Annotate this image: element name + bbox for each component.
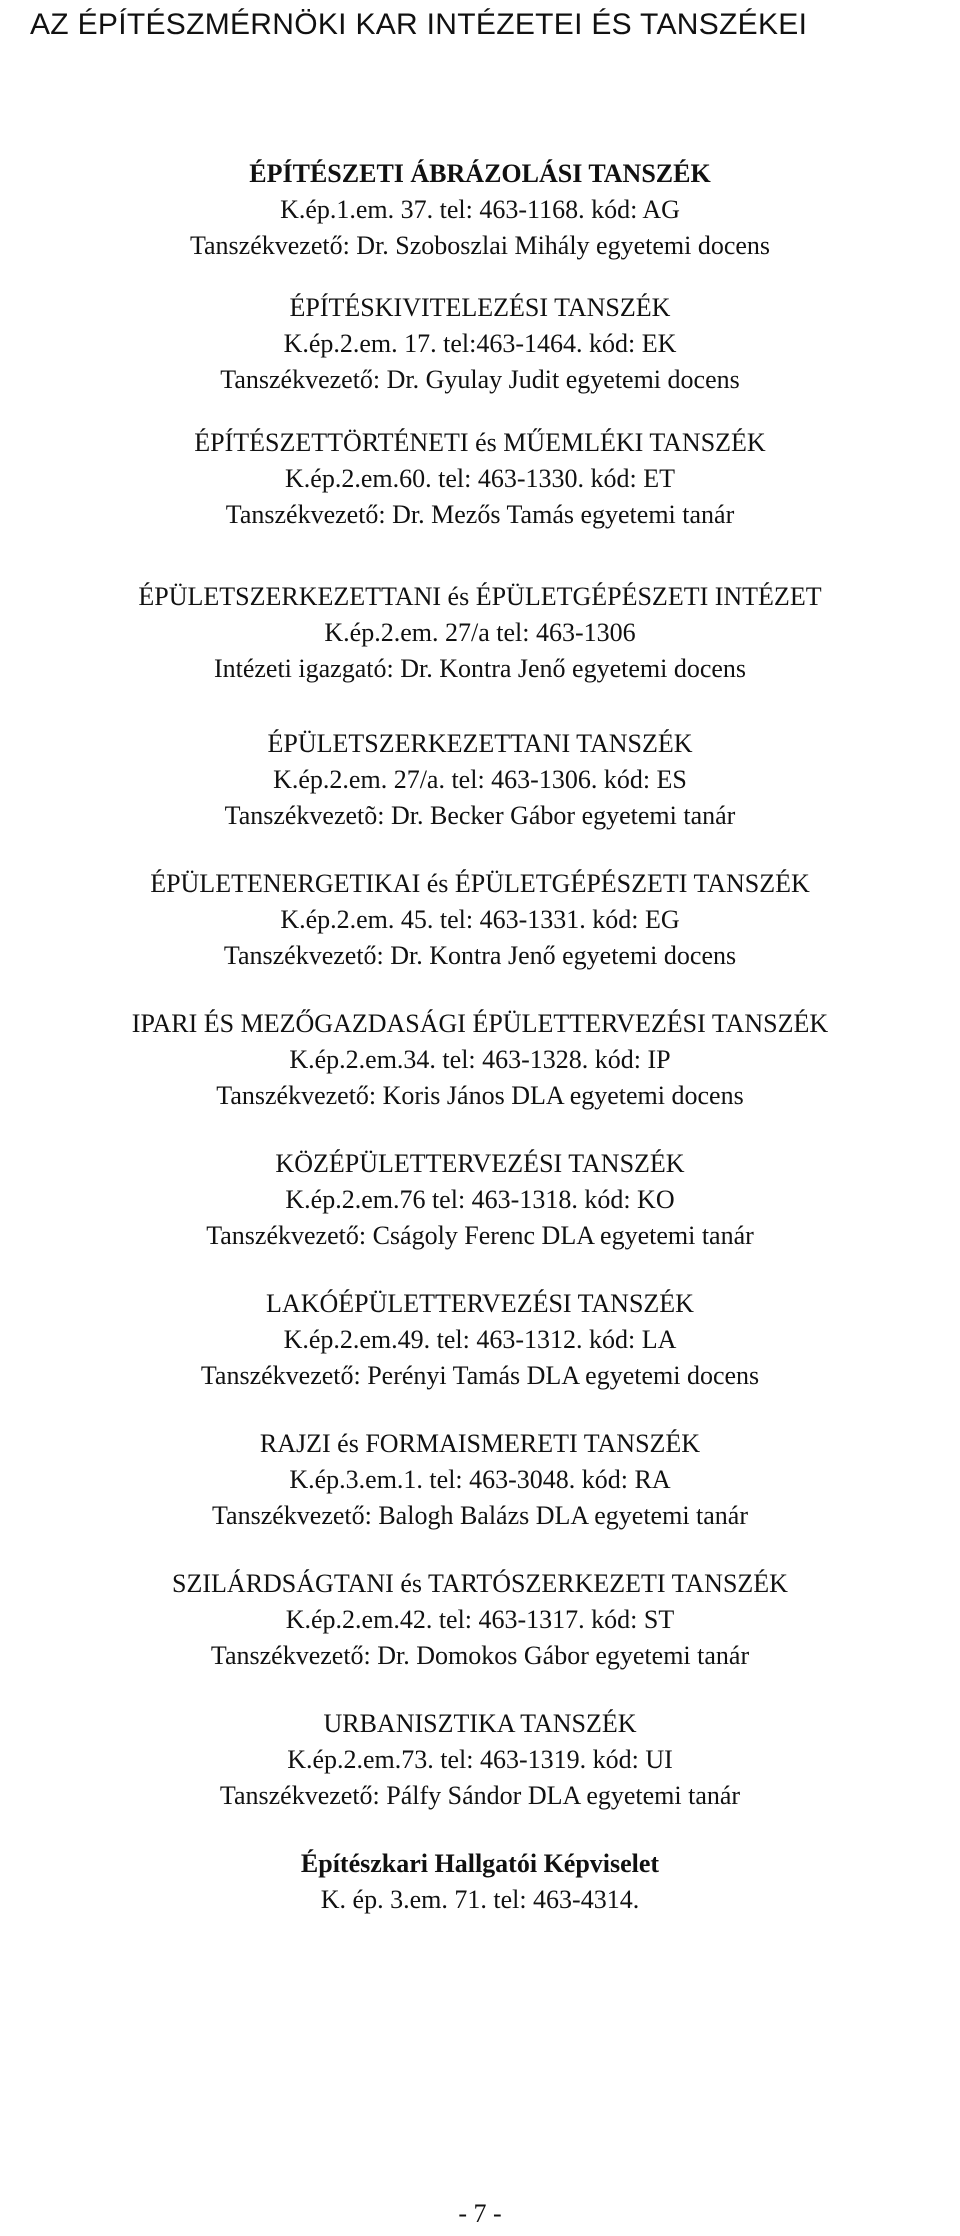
department-ui	[0, 1706, 960, 1814]
student-council-address: K. ép. 3.em. 71. tel: 463-4314.	[320, 1885, 640, 1914]
department-name: SZILÁRDSÁGTANI és TARTÓSZERKEZETI TANSZÉK	[172, 1569, 788, 1598]
department-name: LAKÓÉPÜLETTERVEZÉSI TANSZÉK	[266, 1289, 694, 1318]
department-head: Tanszékvezető: Cságoly Ferenc DLA egyetemi tanár	[206, 1221, 754, 1250]
department-ra	[0, 1426, 960, 1534]
department-head: Tanszékvezetõ: Dr. Becker Gábor egyetemi tanár	[224, 801, 736, 830]
department-name: ÉPÜLETSZERKEZETTANI TANSZÉK	[267, 729, 693, 758]
department-address: K.ép.2.em.76 tel: 463-1318. kód: KO	[285, 1185, 675, 1214]
department-head: Tanszékvezető: Dr. Mezős Tamás egyetemi tanár	[225, 500, 735, 529]
department-name: KÖZÉPÜLETTERVEZÉSI TANSZÉK	[275, 1149, 685, 1178]
page-number: - 7 -	[458, 2199, 502, 2228]
department-la	[0, 1286, 960, 1394]
department-address: K.ép.2.em. 27/a. tel: 463-1306. kód: ES	[273, 765, 687, 794]
department-head: Tanszékvezető: Balogh Balázs DLA egyetemi tanár	[211, 1501, 749, 1530]
department-address: K.ép.2.em.73. tel: 463-1319. kód: UI	[287, 1745, 673, 1774]
department-address: K.ép.2.em. 27/a tel: 463-1306	[324, 618, 636, 647]
department-head: Tanszékvezető: Dr. Gyulay Judit egyetemi docens	[220, 365, 740, 394]
institute-es-eg	[0, 579, 960, 687]
student-council	[0, 1846, 960, 1918]
department-ip	[0, 1006, 960, 1114]
department-ko	[0, 1146, 960, 1254]
department-name: ÉPÍTÉSZETTÖRTÉNETI és MŰEMLÉKI TANSZÉK	[194, 428, 766, 457]
department-address: K.ép.2.em.49. tel: 463-1312. kód: LA	[283, 1325, 677, 1354]
department-name: ÉPÍTÉSKIVITELEZÉSI TANSZÉK	[289, 293, 671, 322]
department-ek	[0, 290, 960, 398]
department-head: Tanszékvezető: Perényi Tamás DLA egyetemi docens	[200, 1361, 760, 1390]
department-address: K.ép.2.em. 17. tel:463-1464. kód: EK	[283, 329, 677, 358]
department-name: IPARI ÉS MEZŐGAZDASÁGI ÉPÜLETTERVEZÉSI TANSZÉK	[131, 1009, 829, 1038]
department-name: RAJZI és FORMAISMERETI TANSZÉK	[259, 1429, 701, 1458]
department-name: URBANISZTIKA TANSZÉK	[323, 1709, 637, 1738]
department-address: K.ép.3.em.1. tel: 463-3048. kód: RA	[289, 1465, 671, 1494]
department-address: K.ép.2.em.42. tel: 463-1317. kód: ST	[285, 1605, 675, 1634]
department-head: Tanszékvezető: Dr. Domokos Gábor egyetemi tanár	[210, 1641, 750, 1670]
department-et	[0, 425, 960, 533]
department-head: Tanszékvezető: Dr. Kontra Jenő egyetemi docens	[223, 941, 737, 970]
department-address: K.ép.1.em. 37. tel: 463-1168. kód: AG	[280, 195, 680, 224]
department-head: Tanszékvezető: Dr. Szoboszlai Mihály egyetemi docens	[189, 231, 771, 260]
department-address: K.ép.2.em.60. tel: 463-1330. kód: ET	[285, 464, 675, 493]
department-head: Intézeti igazgató: Dr. Kontra Jenő egyetemi docens	[213, 654, 747, 683]
department-address: K.ép.2.em. 45. tel: 463-1331. kód: EG	[280, 905, 680, 934]
department-es	[0, 726, 960, 834]
department-head: Tanszékvezető: Pálfy Sándor DLA egyetemi tanár	[219, 1781, 741, 1810]
department-st	[0, 1566, 960, 1674]
department-address: K.ép.2.em.34. tel: 463-1328. kód: IP	[289, 1045, 671, 1074]
department-name: ÉPÜLETSZERKEZETTANI és ÉPÜLETGÉPÉSZETI INTÉZET	[138, 582, 822, 611]
department-ag	[0, 156, 960, 264]
department-name: ÉPÜLETENERGETIKAI és ÉPÜLETGÉPÉSZETI TANSZÉK	[150, 869, 810, 898]
student-council-name: Építészkari Hallgatói Képviselet	[300, 1849, 660, 1878]
department-name: ÉPÍTÉSZETI ÁBRÁZOLÁSI TANSZÉK	[249, 159, 711, 188]
department-eg	[0, 866, 960, 974]
page-title: AZ ÉPÍTÉSZMÉRNÖKI KAR INTÉZETEI ÉS TANSZÉKEI	[30, 8, 808, 41]
department-head: Tanszékvezető: Koris János DLA egyetemi docens	[216, 1081, 744, 1110]
